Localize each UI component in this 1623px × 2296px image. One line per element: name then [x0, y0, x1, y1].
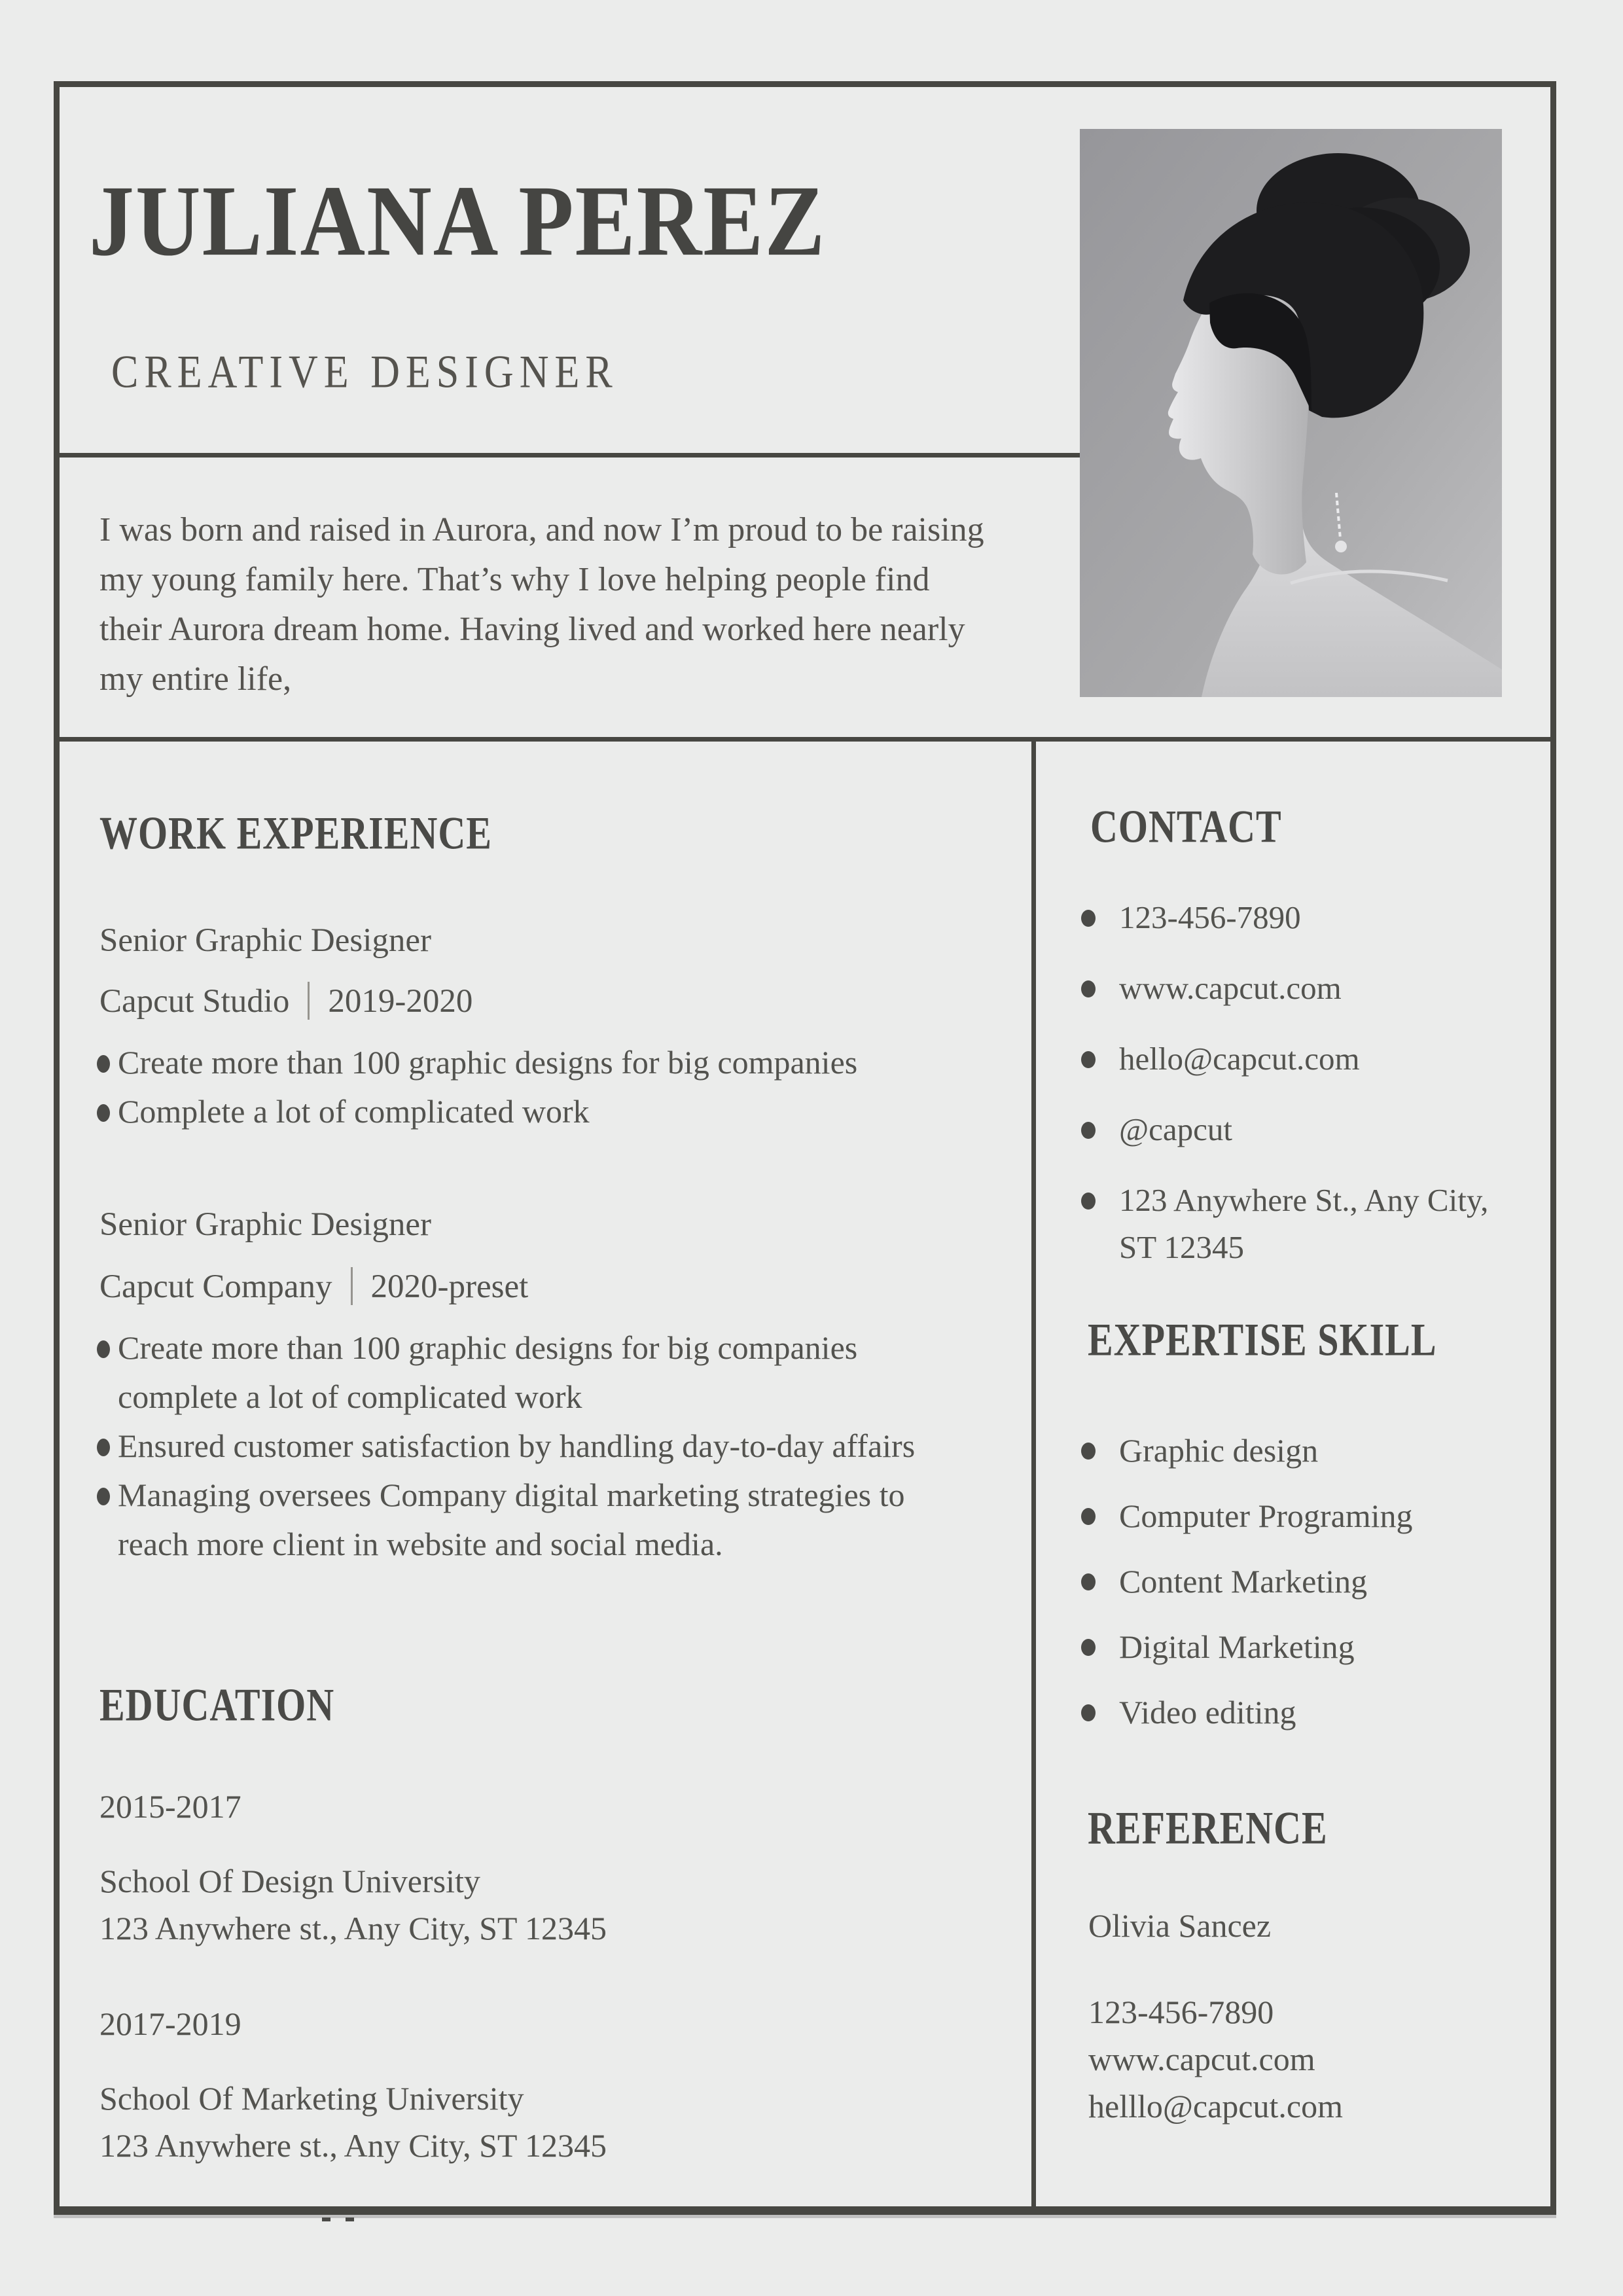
skills-list	[1081, 1427, 1413, 1754]
list-item	[1081, 1106, 1499, 1153]
separator-bar	[351, 1267, 353, 1305]
job-title: Senior Graphic Designer	[99, 922, 432, 959]
list-item	[97, 1323, 969, 1422]
list-item	[1081, 965, 1499, 1012]
reference-details	[1088, 1988, 1343, 2130]
bullet-dot-icon	[1081, 1508, 1096, 1525]
bullet-text: Create more than 100 graphic designs for big companies complete a lot of complicated work	[118, 1329, 858, 1415]
job-bullet-list	[97, 1323, 969, 1569]
contact-heading: CONTACT	[1090, 800, 1282, 853]
list-item	[1081, 1558, 1413, 1605]
reference-name: Olivia Sancez	[1088, 1907, 1272, 1944]
work-experience-heading: WORK EXPERIENCE	[99, 807, 492, 859]
education-heading: EDUCATION	[99, 1679, 335, 1731]
job-period: 2019-2020	[328, 983, 473, 1020]
bullet-dot-icon	[97, 1340, 110, 1358]
skill-text: Graphic design	[1119, 1432, 1319, 1469]
bullet-dot-icon	[1081, 1639, 1096, 1656]
list-item	[1081, 1689, 1413, 1736]
bullet-dot-icon	[97, 1488, 110, 1505]
education-school: School Of Marketing University	[99, 2080, 524, 2117]
job-company-period	[99, 982, 473, 1020]
list-item	[97, 1471, 969, 1569]
contact-list	[1081, 894, 1499, 1295]
reference-phone: 123-456-7890	[1088, 1994, 1274, 2030]
bullet-dot-icon	[1081, 1573, 1096, 1590]
bullet-dot-icon	[97, 1055, 110, 1073]
reference-email: helllo@capcut.com	[1088, 2088, 1343, 2125]
job-title-subtitle: CREATIVE DESIGNER	[111, 346, 618, 398]
list-item	[97, 1087, 969, 1136]
education-period: 2017-2019	[99, 2005, 241, 2042]
list-item	[1081, 1035, 1499, 1083]
bullet-dot-icon	[1081, 980, 1096, 997]
header-divider	[60, 453, 1080, 457]
job-company: Capcut Company	[99, 1268, 332, 1305]
skill-text: Video editing	[1119, 1694, 1296, 1731]
content-divider	[60, 737, 1550, 742]
bio-paragraph: I was born and raised in Aurora, and now I’m proud to be raising my young family here. That’s why I love helping people find their Aurora dream home. Having lived and worked here nearly my entire life,	[99, 511, 984, 698]
skill-text: Content Marketing	[1119, 1563, 1368, 1600]
education-entry	[99, 2075, 607, 2169]
job-bullet-list	[97, 1038, 969, 1136]
education-address: 123 Anywhere st., Any City, ST 12345	[99, 1910, 607, 1946]
bullet-dot-icon	[1081, 1443, 1096, 1460]
portrait-photo-illustration	[1080, 129, 1502, 697]
contact-address: 123 Anywhere St., Any City, ST 12345	[1119, 1182, 1489, 1265]
list-item	[1081, 894, 1499, 941]
contact-handle: @capcut	[1119, 1111, 1232, 1147]
bullet-dot-icon	[97, 1439, 110, 1456]
reference-website: www.capcut.com	[1088, 2041, 1315, 2077]
contact-website: www.capcut.com	[1119, 970, 1342, 1006]
separator-bar	[308, 982, 310, 1020]
bullet-dot-icon	[1081, 1704, 1096, 1721]
bullet-text: Managing oversees Company digital marketing strategies to reach more client in website and social media.	[118, 1477, 905, 1562]
list-item	[97, 1422, 969, 1471]
education-school: School Of Design University	[99, 1863, 480, 1899]
skill-text: Computer Programing	[1119, 1498, 1413, 1534]
bullet-text: Complete a lot of complicated work	[118, 1093, 590, 1130]
bullet-text: Ensured customer satisfaction by handling day-to-day affairs	[118, 1427, 916, 1464]
bullet-dot-icon	[1081, 1122, 1096, 1139]
job-period: 2020-preset	[370, 1268, 529, 1305]
expertise-skill-heading: EXPERTISE SKILL	[1088, 1314, 1437, 1366]
list-item	[1081, 1177, 1499, 1271]
job-company-period	[99, 1267, 528, 1306]
bullet-dot-icon	[1081, 1051, 1096, 1068]
education-period: 2015-2017	[99, 1788, 241, 1825]
bullet-dot-icon	[97, 1104, 110, 1122]
bullet-dot-icon	[1081, 910, 1096, 927]
reference-heading: REFERENCE	[1088, 1802, 1328, 1854]
crop-mark	[322, 2217, 330, 2221]
list-item	[1081, 1492, 1413, 1539]
skill-text: Digital Marketing	[1119, 1628, 1355, 1665]
crop-mark	[346, 2217, 354, 2221]
column-divider	[1031, 737, 1036, 2207]
job-company: Capcut Studio	[99, 983, 290, 1020]
education-entry	[99, 1857, 607, 1952]
education-address: 123 Anywhere st., Any City, ST 12345	[99, 2127, 607, 2164]
job-title: Senior Graphic Designer	[99, 1206, 432, 1243]
contact-phone: 123-456-7890	[1119, 899, 1301, 935]
list-item	[1081, 1623, 1413, 1670]
list-item	[1081, 1427, 1413, 1474]
bullet-text: Create more than 100 graphic designs for big companies	[118, 1044, 858, 1081]
list-item	[97, 1038, 969, 1087]
page-title: JULIANA PEREZ	[89, 164, 827, 277]
bullet-dot-icon	[1081, 1193, 1096, 1210]
contact-email: hello@capcut.com	[1119, 1041, 1360, 1077]
portrait-photo	[1080, 129, 1502, 697]
